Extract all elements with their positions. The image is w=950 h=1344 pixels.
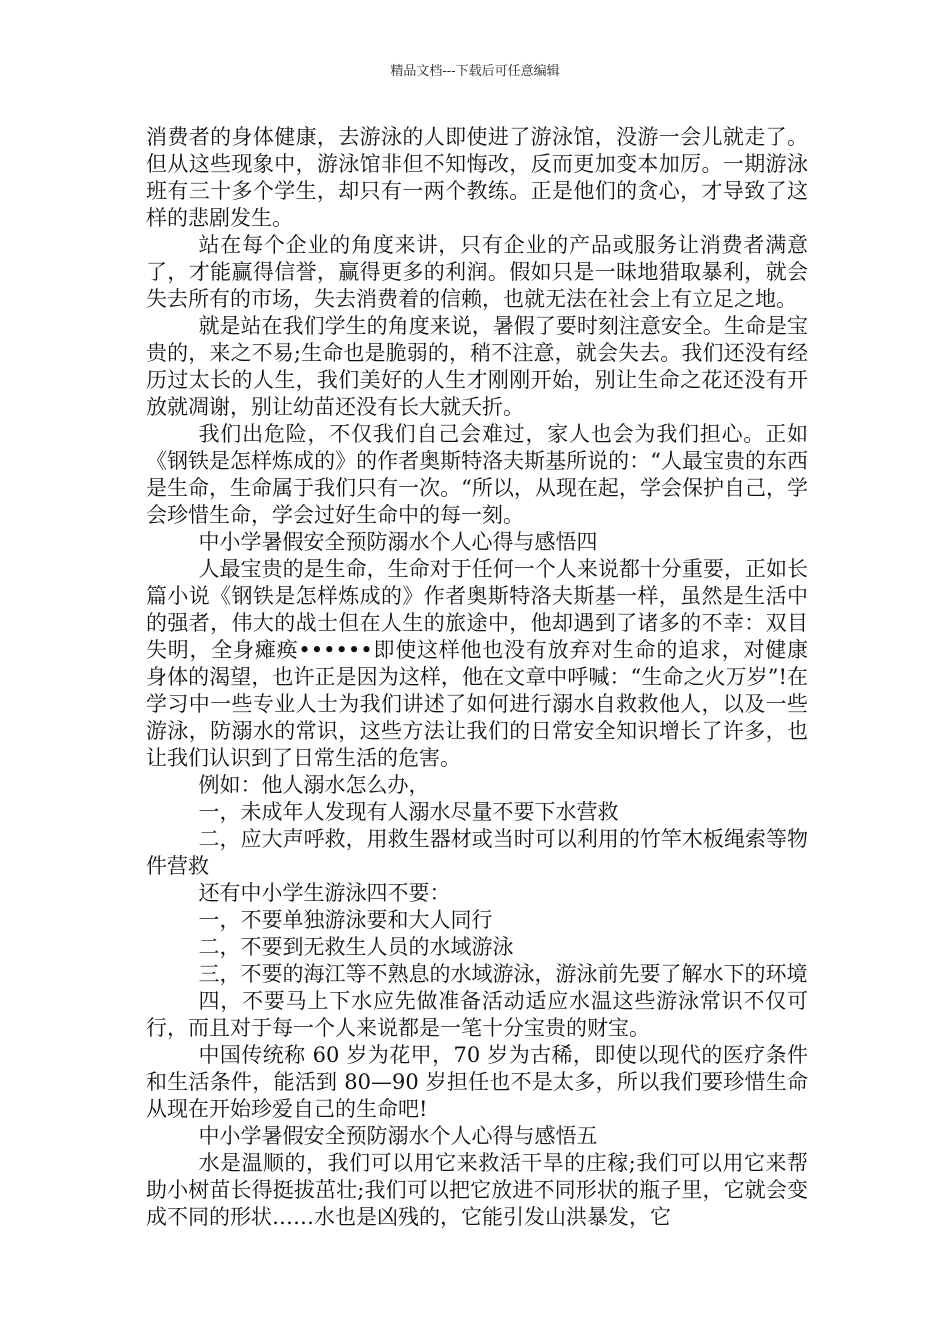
paragraph: 站在每个企业的角度来讲，只有企业的产品或服务让消费者满意了，才能赢得信誉，赢得更多的利润。假如只是一昧地猎取暴利，就会失去所有的市场，失去消费着的信赖，也就无法在社会上有立足之地。 bbox=[146, 233, 808, 311]
paragraph: 消费者的身体健康，去游泳的人即使进了游泳馆，没游一会儿就走了。但从这些现象中，游泳馆非但不知悔改，反而更加变本加厉。一期游泳班有三十多个学生，却只有一两个教练。正是他们的贪心，才导致了这样的悲剧发生。 bbox=[146, 125, 808, 230]
list-item: 四，不要马上下水应先做准备活动适应水温这些游泳常识不仅可行，而且对于每一个人来说都是一笔十分宝贵的财宝。 bbox=[146, 989, 808, 1040]
section-heading: 中小学暑假安全预防溺水个人心得与感悟四 bbox=[198, 530, 598, 554]
list-item: 一，不要单独游泳要和大人同行 bbox=[198, 908, 493, 932]
paragraph: 中国传统称 60 岁为花甲，70 岁为古稀，即使以现代的医疗条件和生活条件，能活到 80—90 岁担任也不是太多，所以我们要珍惜生命从现在开始珍爱自己的生命吧! bbox=[146, 1043, 808, 1121]
paragraph: 人最宝贵的是生命，生命对于任何一个人来说都十分重要，正如长篇小说《钢铁是怎样炼成的》作者奥斯特洛夫斯基一样，虽然是生活中的强者，伟大的战士但在人生的旅途中，他却遇到了诸多的不幸：双目失明，全身瘫痪••••••即使这样他也没有放弃对生命的追求，对健康身体的渴望，也许正是因为这样，他在文章中呼喊：“生命之火万岁”!在学习中一些专业人士为我们讲述了如何进行溺水自救救他人，以及一些游泳，防溺水的常识，这些方法让我们的日常安全知识增长了许多，也让我们认识到了日常生活的危害。 bbox=[146, 557, 808, 770]
section-heading: 中小学暑假安全预防溺水个人心得与感悟五 bbox=[198, 1124, 598, 1148]
list-item: 一，未成年人发现有人溺水尽量不要下水营救 bbox=[198, 800, 619, 824]
paragraph: 还有中小学生游泳四不要： bbox=[198, 881, 451, 905]
list-item: 二，应大声呼救，用救生器材或当时可以利用的竹竿木板绳索等物件营救 bbox=[146, 827, 808, 878]
paragraph: 例如：他人溺水怎么办， bbox=[198, 773, 430, 797]
document-body bbox=[146, 124, 808, 1231]
paragraph: 我们出危险，不仅我们自己会难过，家人也会为我们担心。正如《钢铁是怎样炼成的》的作者奥斯特洛夫斯基所说的：“人最宝贵的东西是生命，生命属于我们只有一次。“所以，从现在起，学会保护自己，学会珍惜生命，学会过好生命中的每一刻。 bbox=[146, 422, 808, 527]
list-item: 三，不要的海江等不熟息的水域游泳，游泳前先要了解水下的环境 bbox=[198, 962, 808, 986]
page-header: 精品文档---下载后可任意编辑 bbox=[390, 64, 560, 79]
paragraph: 水是温顺的，我们可以用它来救活干旱的庄稼;我们可以用它来帮助小树苗长得挺拔茁壮;我们可以把它放进不同形状的瓶子里，它就会变成不同的形状……水也是凶残的，它能引发山洪暴发，它 bbox=[146, 1151, 808, 1229]
paragraph: 就是站在我们学生的角度来说，暑假了要时刻注意安全。生命是宝贵的，来之不易;生命也是脆弱的，稍不注意，就会失去。我们还没有经历过太长的人生，我们美好的人生才刚刚开始，别让生命之花还没有开放就凋谢，别让幼苗还没有长大就夭折。 bbox=[146, 314, 808, 419]
list-item: 二，不要到无救生人员的水域游泳 bbox=[198, 935, 514, 959]
